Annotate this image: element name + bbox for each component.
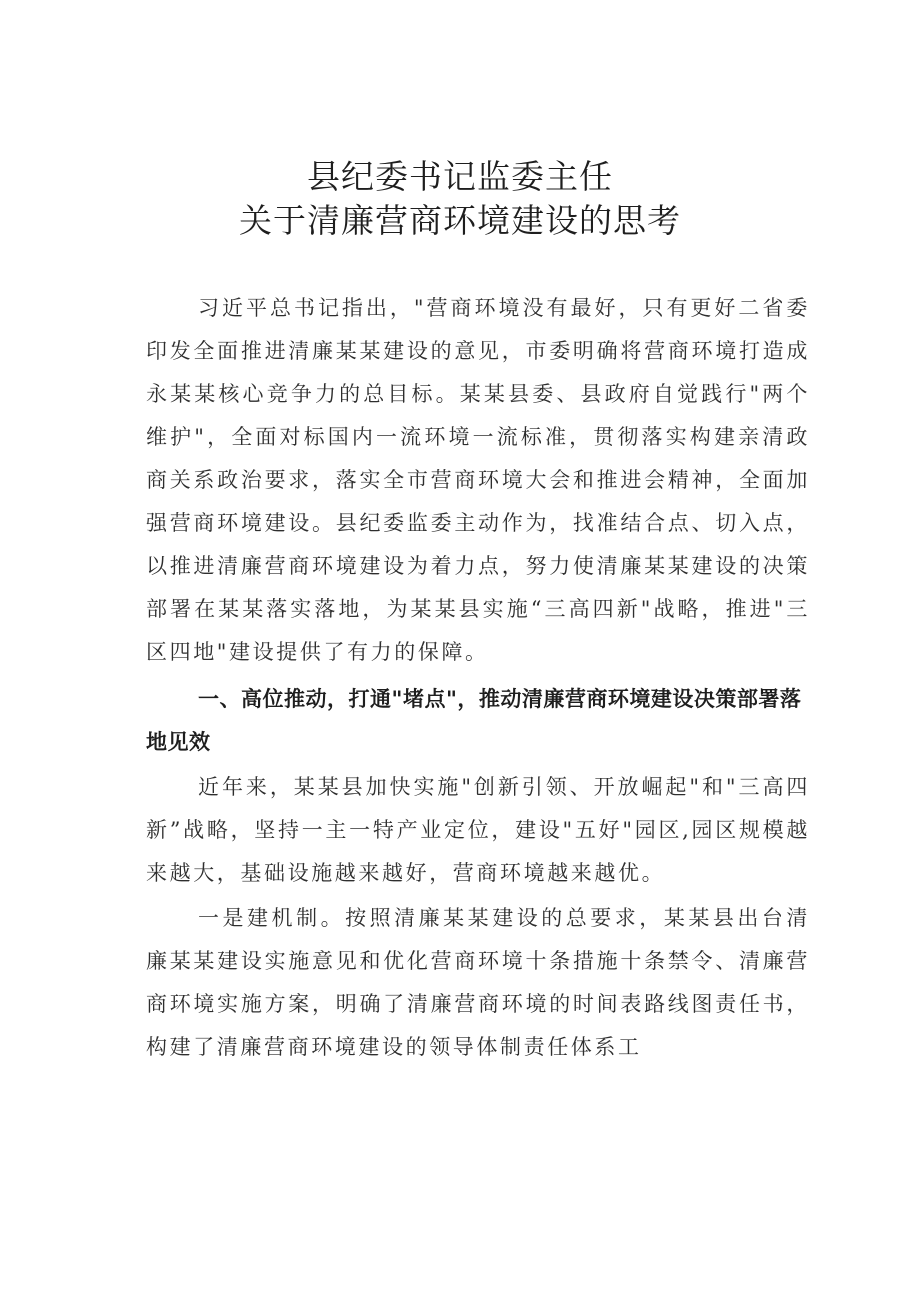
section-heading-1: 一、高位推动，打通"堵点"，推动清廉营商环境建设决策部署落地见效 — [146, 687, 802, 754]
document-title-line-1: 县纪委书记监委主任 — [307, 157, 613, 196]
paragraph-intro: 习近平总书记指出，"营商环境没有最好，只有更好二省委印发全面推进清廉某某建设的意见，市委明确将营商环境打造成永某某核心竞争力的总目标。某某县委、县政府自觉践行"两个维护"，全面对标国内一流环境一流标准，贯彻落实构建亲清政商关系政治要求，落实全市营商环境大会和推进会精神，全面加强营商环境建设。县纪委监委主动作为，找准结合点、切入点，以推进清廉营商环境建设为着力点，努力使清廉某某建设的决策部署在某某落实落地，为某某县实施“三高四新"战略，推进"三区四地"建设提供了有力的保障。 — [146, 296, 810, 664]
paragraph-section-1-intro: 近年来，某某县加快实施"创新引领、开放崛起"和"三高四新”战略，坚持一主一特产业定位，建设"五好"园区,园区规模越来越大，基础设施越来越好，营商环境越来越优。 — [146, 775, 810, 885]
paragraph-build-mechanism: 一是建机制。按照清廉某某建设的总要求，某某县出台清廉某某建设实施意见和优化营商环境十条措施十条禁令、清廉营商环境实施方案，明确了清廉营商环境的时间表路线图责任书，构建了清廉营商环境建设的领导体制责任体系工 — [146, 906, 810, 1059]
document-title-line-2: 关于清廉营商环境建设的思考 — [239, 201, 681, 240]
